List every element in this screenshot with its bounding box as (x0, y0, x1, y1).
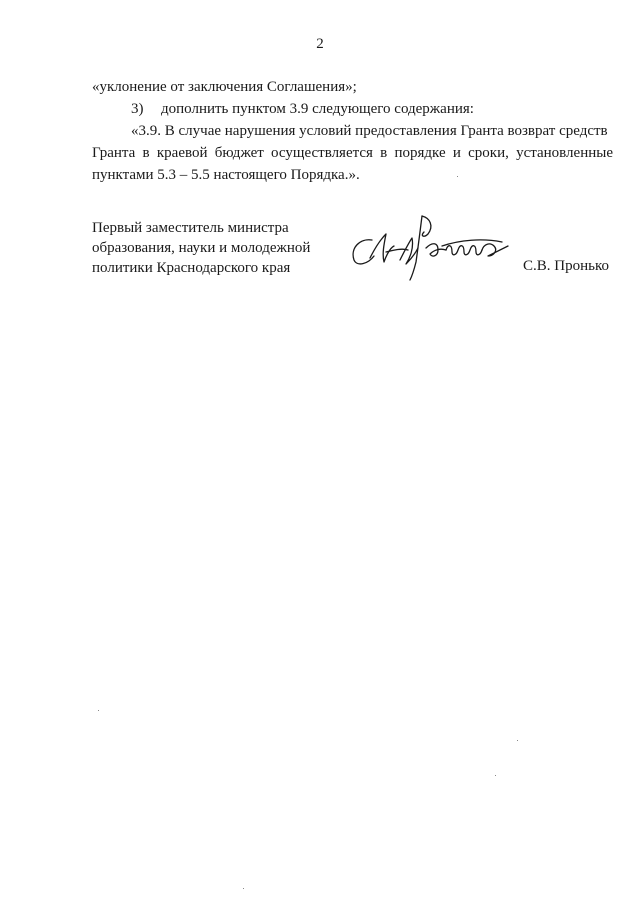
clause-line-2: Гранта в краевой бюджет осуществляется в порядке и сроки, установленные (92, 145, 613, 161)
clause-line-1: «3.9. В случае нарушения условий предоставления Гранта возврат средств (131, 123, 608, 139)
clause-line-3: пунктами 5.3 – 5.5 настоящего Порядка.». (92, 167, 360, 183)
position-line-2: образования, науки и молодежной (92, 240, 311, 256)
scan-speck (243, 888, 244, 889)
signer-name: С.В. Пронько (523, 258, 609, 274)
signatory-position (92, 218, 310, 278)
scan-speck (495, 775, 496, 776)
list-item-3 (131, 98, 474, 120)
list-item-text: дополнить пунктом 3.9 следующего содержания: (161, 101, 474, 117)
text-line-exclusion: «уклонение от заключения Соглашения»; (92, 79, 357, 95)
page-number: 2 (316, 36, 324, 52)
list-item-number: 3) (131, 101, 144, 117)
position-line-1: Первый заместитель министра (92, 220, 289, 236)
scan-speck (517, 740, 518, 741)
scan-speck (457, 176, 458, 177)
handwritten-signature (342, 212, 512, 282)
scan-speck (98, 710, 99, 711)
position-line-3: политики Краснодарского края (92, 260, 291, 276)
